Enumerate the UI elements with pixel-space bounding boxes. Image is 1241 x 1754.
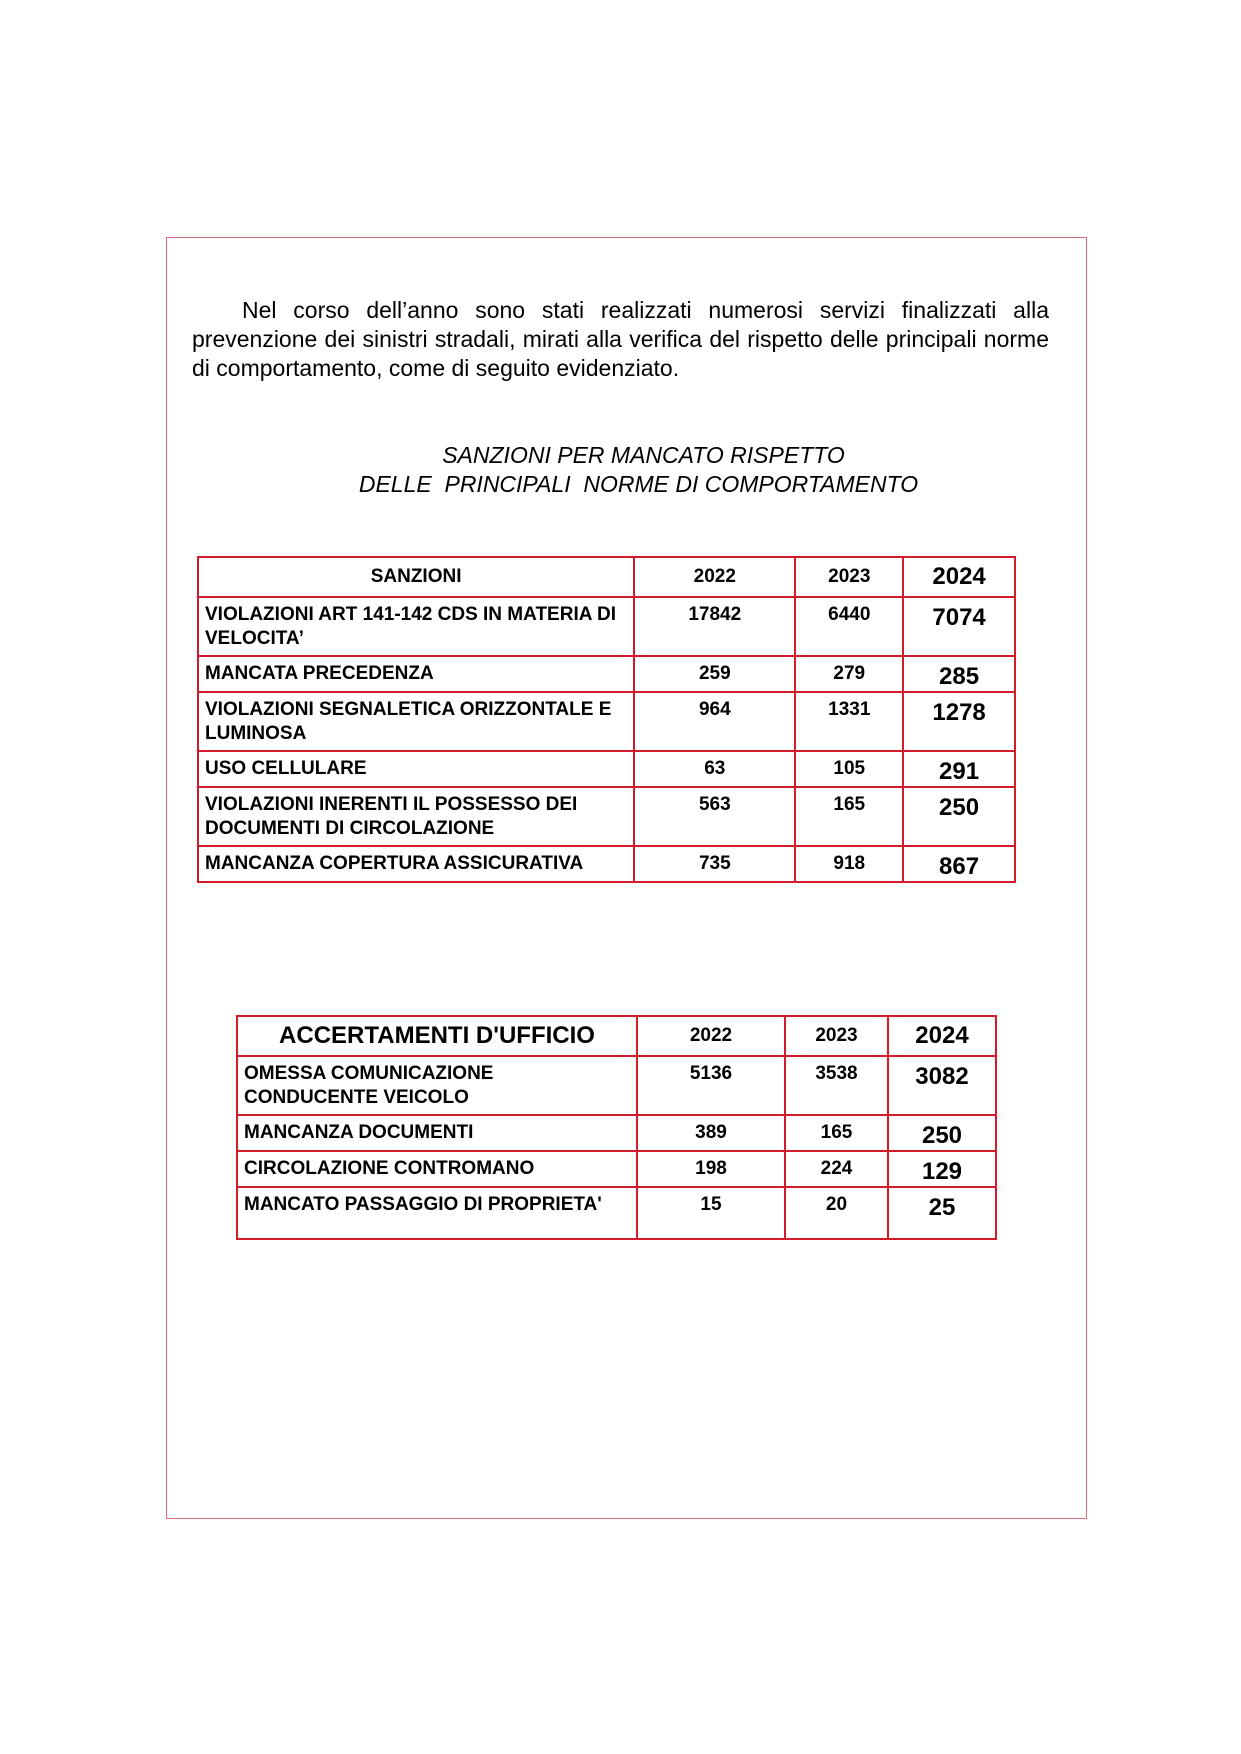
row-label: MANCATO PASSAGGIO DI PROPRIETA' [237, 1187, 637, 1239]
row-label: MANCATA PRECEDENZA [198, 656, 634, 692]
intro-paragraph: Nel corso dell’anno sono stati realizzati numerosi servizi finalizzati alla prevenzione dei sinistri stradali, mirati alla verifica del rispetto delle principali norme di comportamento, come di seguito evidenziato. [192, 297, 1049, 381]
header-2023: 2023 [785, 1016, 888, 1056]
value-2022: 15 [637, 1187, 785, 1239]
value-2024: 867 [903, 846, 1015, 882]
table-row [237, 1056, 996, 1115]
table-row [198, 597, 1015, 656]
value-2024: 129 [888, 1151, 996, 1187]
header-2022: 2022 [637, 1016, 785, 1056]
value-2022: 389 [637, 1115, 785, 1151]
row-label: VIOLAZIONI INERENTI IL POSSESSO DEI DOCUMENTI DI CIRCOLAZIONE [198, 787, 634, 846]
row-label: MANCANZA COPERTURA ASSICURATIVA [198, 846, 634, 882]
value-2023: 165 [785, 1115, 888, 1151]
value-2023: 1331 [795, 692, 903, 751]
value-2024: 3082 [888, 1056, 996, 1115]
row-label: MANCANZA DOCUMENTI [237, 1115, 637, 1151]
value-2024: 25 [888, 1187, 996, 1239]
value-2022: 964 [634, 692, 795, 751]
value-2023: 165 [795, 787, 903, 846]
table-row [198, 751, 1015, 787]
table-row [198, 692, 1015, 751]
table-row [198, 846, 1015, 882]
table-row [237, 1151, 996, 1187]
value-2024: 1278 [903, 692, 1015, 751]
value-2022: 17842 [634, 597, 795, 656]
value-2023: 224 [785, 1151, 888, 1187]
row-label: CIRCOLAZIONE CONTROMANO [237, 1151, 637, 1187]
header-2024: 2024 [888, 1016, 996, 1056]
value-2023: 105 [795, 751, 903, 787]
row-label: OMESSA COMUNICAZIONE CONDUCENTE VEICOLO [237, 1056, 637, 1115]
header-2024: 2024 [903, 557, 1015, 597]
value-2023: 918 [795, 846, 903, 882]
value-2024: 250 [903, 787, 1015, 846]
row-label: VIOLAZIONI ART 141-142 CDS IN MATERIA DI VELOCITA’ [198, 597, 634, 656]
header-accertamenti: ACCERTAMENTI D'UFFICIO [237, 1016, 637, 1056]
section-title-line2: DELLE PRINCIPALI NORME DI COMPORTAMENTO [358, 471, 919, 497]
header-2022: 2022 [634, 557, 795, 597]
value-2024: 291 [903, 751, 1015, 787]
table-row [198, 787, 1015, 846]
table-row [237, 1187, 996, 1239]
table-header-row [198, 557, 1015, 597]
value-2023: 6440 [795, 597, 903, 656]
value-2023: 20 [785, 1187, 888, 1239]
table-row [198, 656, 1015, 692]
row-label: VIOLAZIONI SEGNALETICA ORIZZONTALE E LUMINOSA [198, 692, 634, 751]
value-2024: 285 [903, 656, 1015, 692]
value-2022: 735 [634, 846, 795, 882]
row-label: USO CELLULARE [198, 751, 634, 787]
value-2023: 279 [795, 656, 903, 692]
value-2024: 250 [888, 1115, 996, 1151]
header-sanzioni: SANZIONI [198, 557, 634, 597]
accertamenti-table [236, 1015, 997, 1240]
value-2022: 259 [634, 656, 795, 692]
value-2022: 563 [634, 787, 795, 846]
value-2022: 5136 [637, 1056, 785, 1115]
table-row [237, 1115, 996, 1151]
section-title-line1: SANZIONI PER MANCATO RISPETTO [442, 442, 845, 468]
value-2022: 63 [634, 751, 795, 787]
value-2022: 198 [637, 1151, 785, 1187]
table-header-row [237, 1016, 996, 1056]
value-2024: 7074 [903, 597, 1015, 656]
value-2023: 3538 [785, 1056, 888, 1115]
header-2023: 2023 [795, 557, 903, 597]
sanzioni-table [197, 556, 1016, 883]
